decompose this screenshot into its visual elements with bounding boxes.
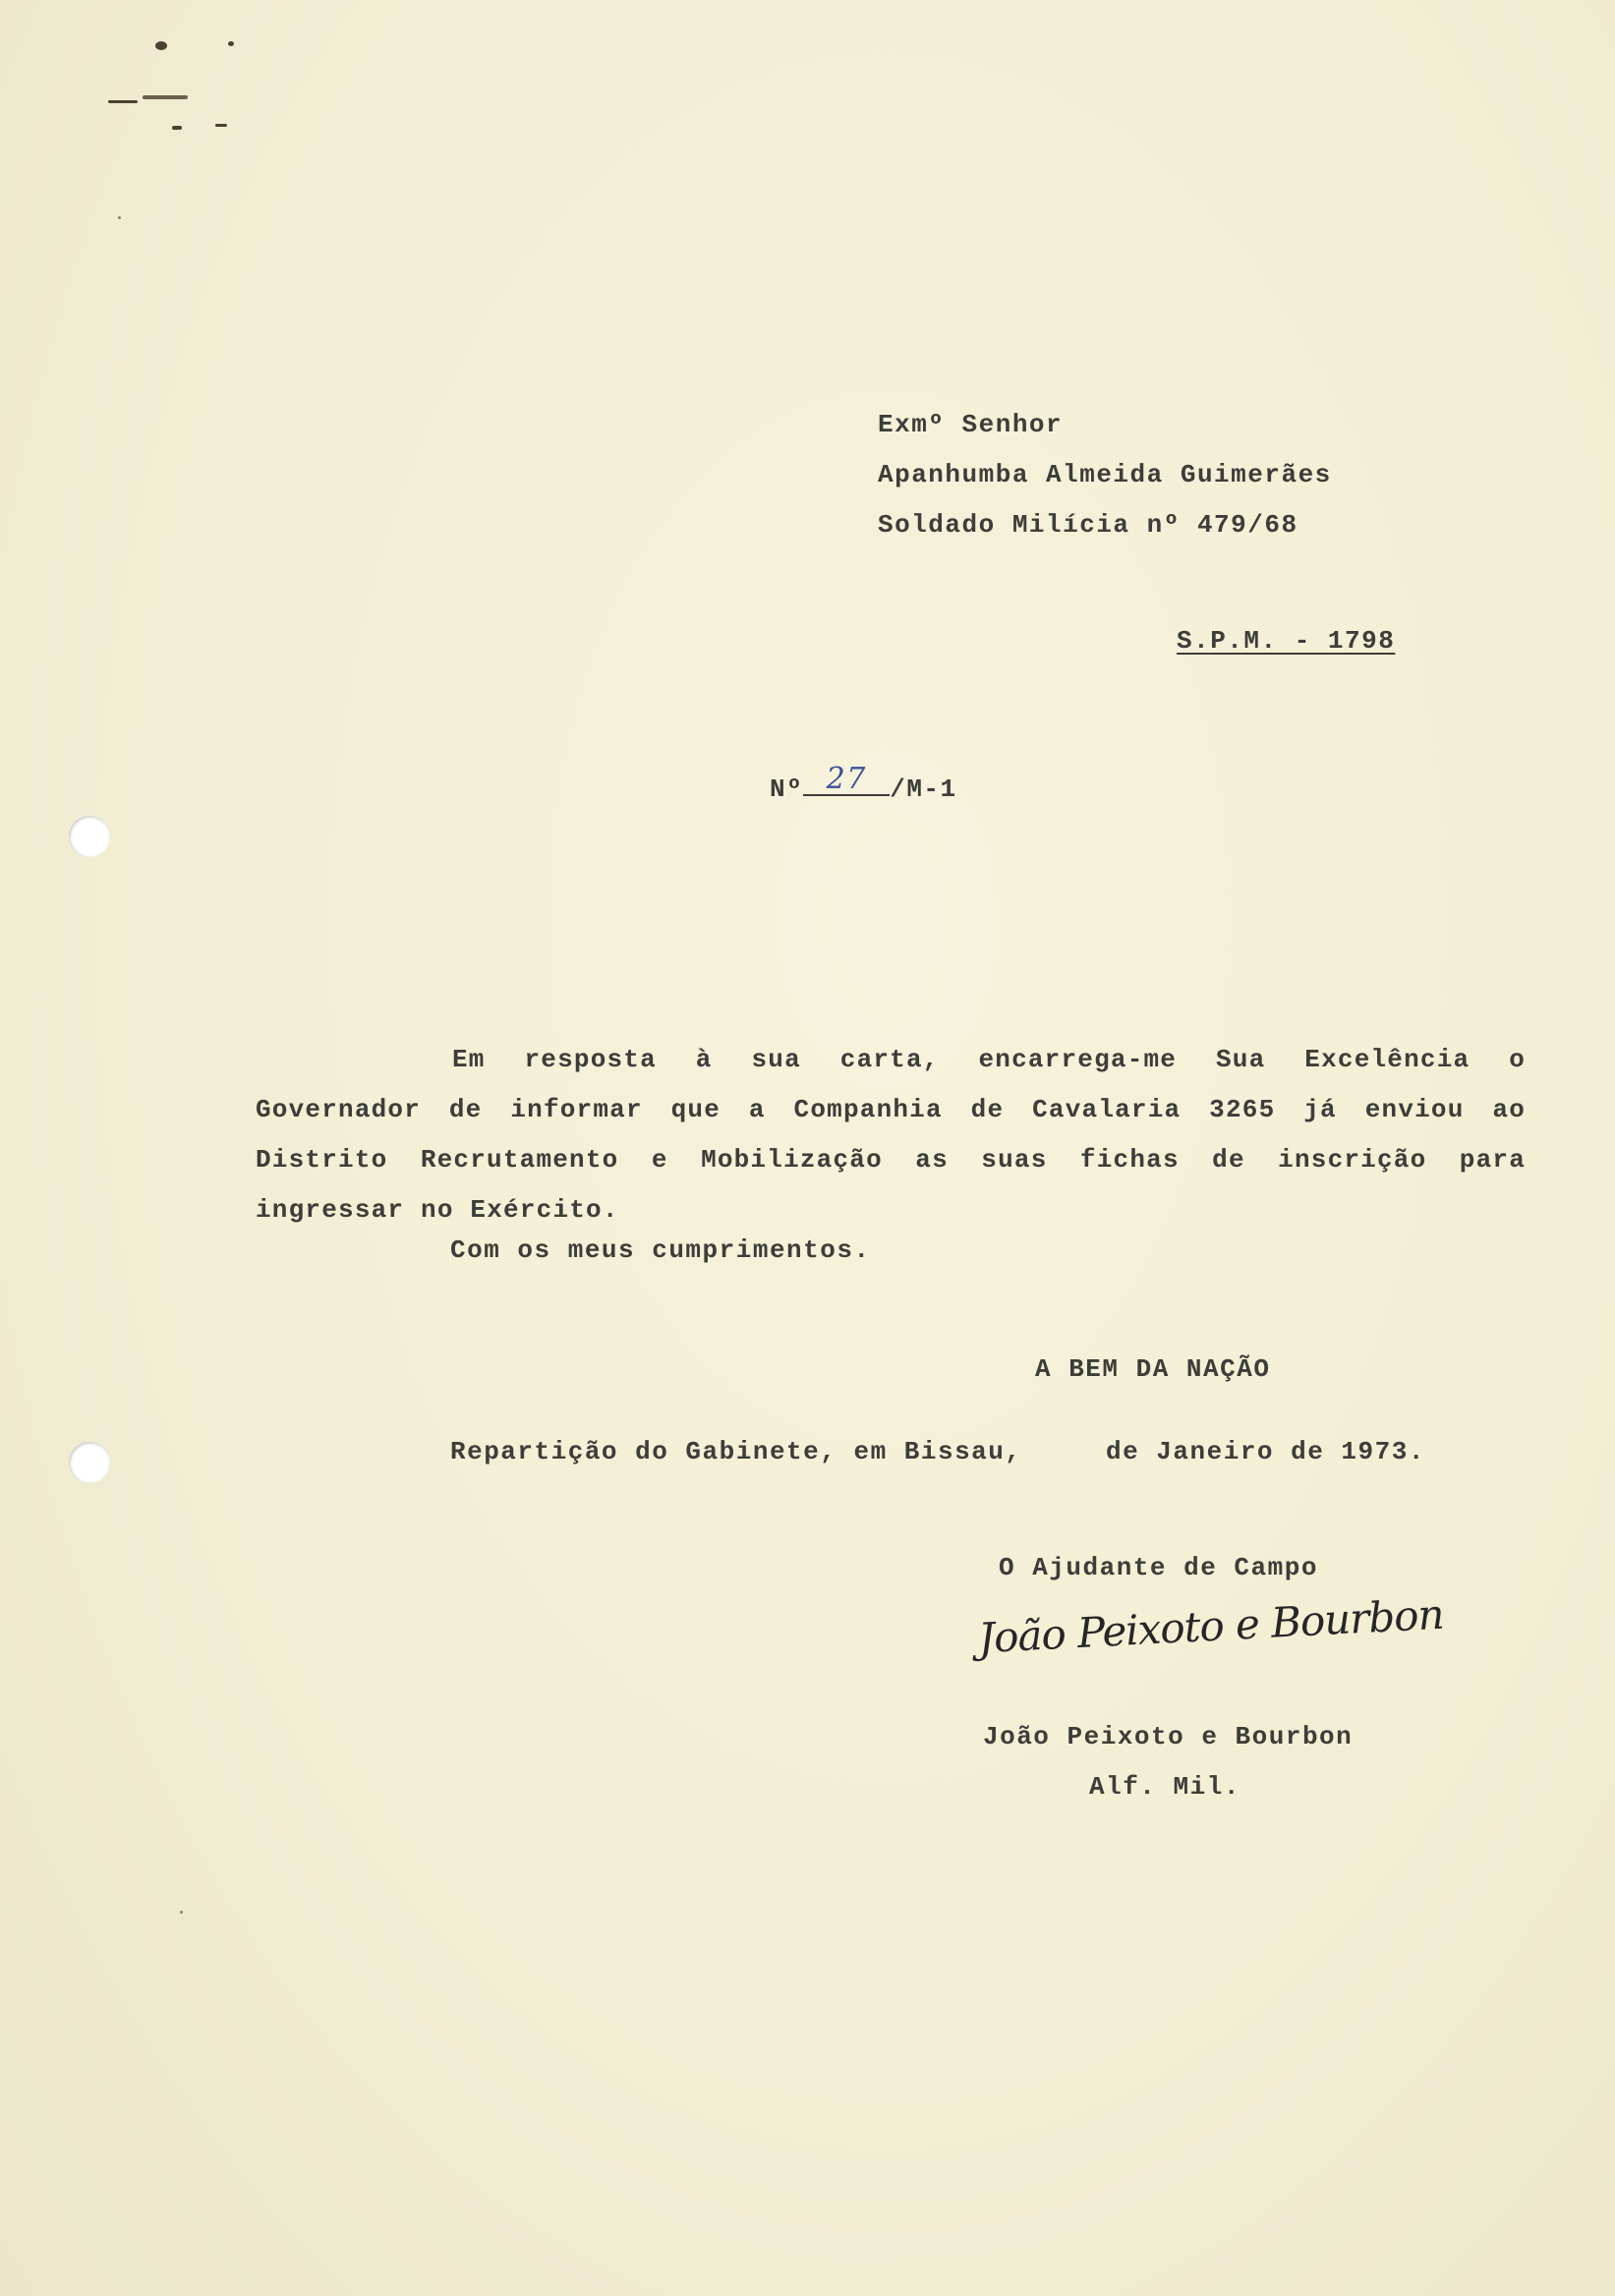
signer-rank: Alf. Mil. <box>1089 1772 1240 1802</box>
ink-speck <box>155 41 167 50</box>
punch-hole <box>69 816 110 857</box>
place-and-date: Repartição do Gabinete, em Bissau, de Janeiro de 1973. <box>450 1437 1425 1466</box>
reference-number-handwritten: 27 <box>803 765 890 796</box>
reference-prefix: Nº <box>770 775 804 804</box>
reference-suffix: /M-1 <box>890 775 957 804</box>
spm-reference: S.P.M. - 1798 <box>1177 626 1396 656</box>
signer-role: O Ajudante de Campo <box>999 1553 1318 1582</box>
addressee-designation: Soldado Milícia nº 479/68 <box>878 510 1298 540</box>
punch-hole <box>69 1442 110 1483</box>
addressee-salutation: Exmº Senhor <box>878 410 1064 439</box>
ink-speck <box>118 216 121 219</box>
motto: A BEM DA NAÇÃO <box>1035 1354 1271 1384</box>
body-paragraph: Em resposta à sua carta, encarrega-me Sua Excelência o Governador de informar que a Companhia de Cavalaria 3265 já enviou ao Distrito Recrutamento e Mobilização as suas fichas de inscrição para ingressar no Exército. <box>256 1045 1526 1225</box>
reference-number-row <box>770 762 957 804</box>
ink-speck <box>228 41 234 46</box>
ink-speck <box>180 1911 183 1914</box>
addressee-name: Apanhumba Almeida Guimerães <box>878 460 1332 489</box>
ink-smudge <box>143 95 188 99</box>
signer-name: João Peixoto e Bourbon <box>983 1722 1354 1751</box>
closing-line: Com os meus cumprimentos. <box>450 1235 871 1265</box>
handwritten-signature: João Peixoto e Bourbon <box>977 1589 1445 1663</box>
ink-speck <box>215 124 227 127</box>
ink-smudge <box>108 100 138 103</box>
ink-speck <box>172 126 182 130</box>
